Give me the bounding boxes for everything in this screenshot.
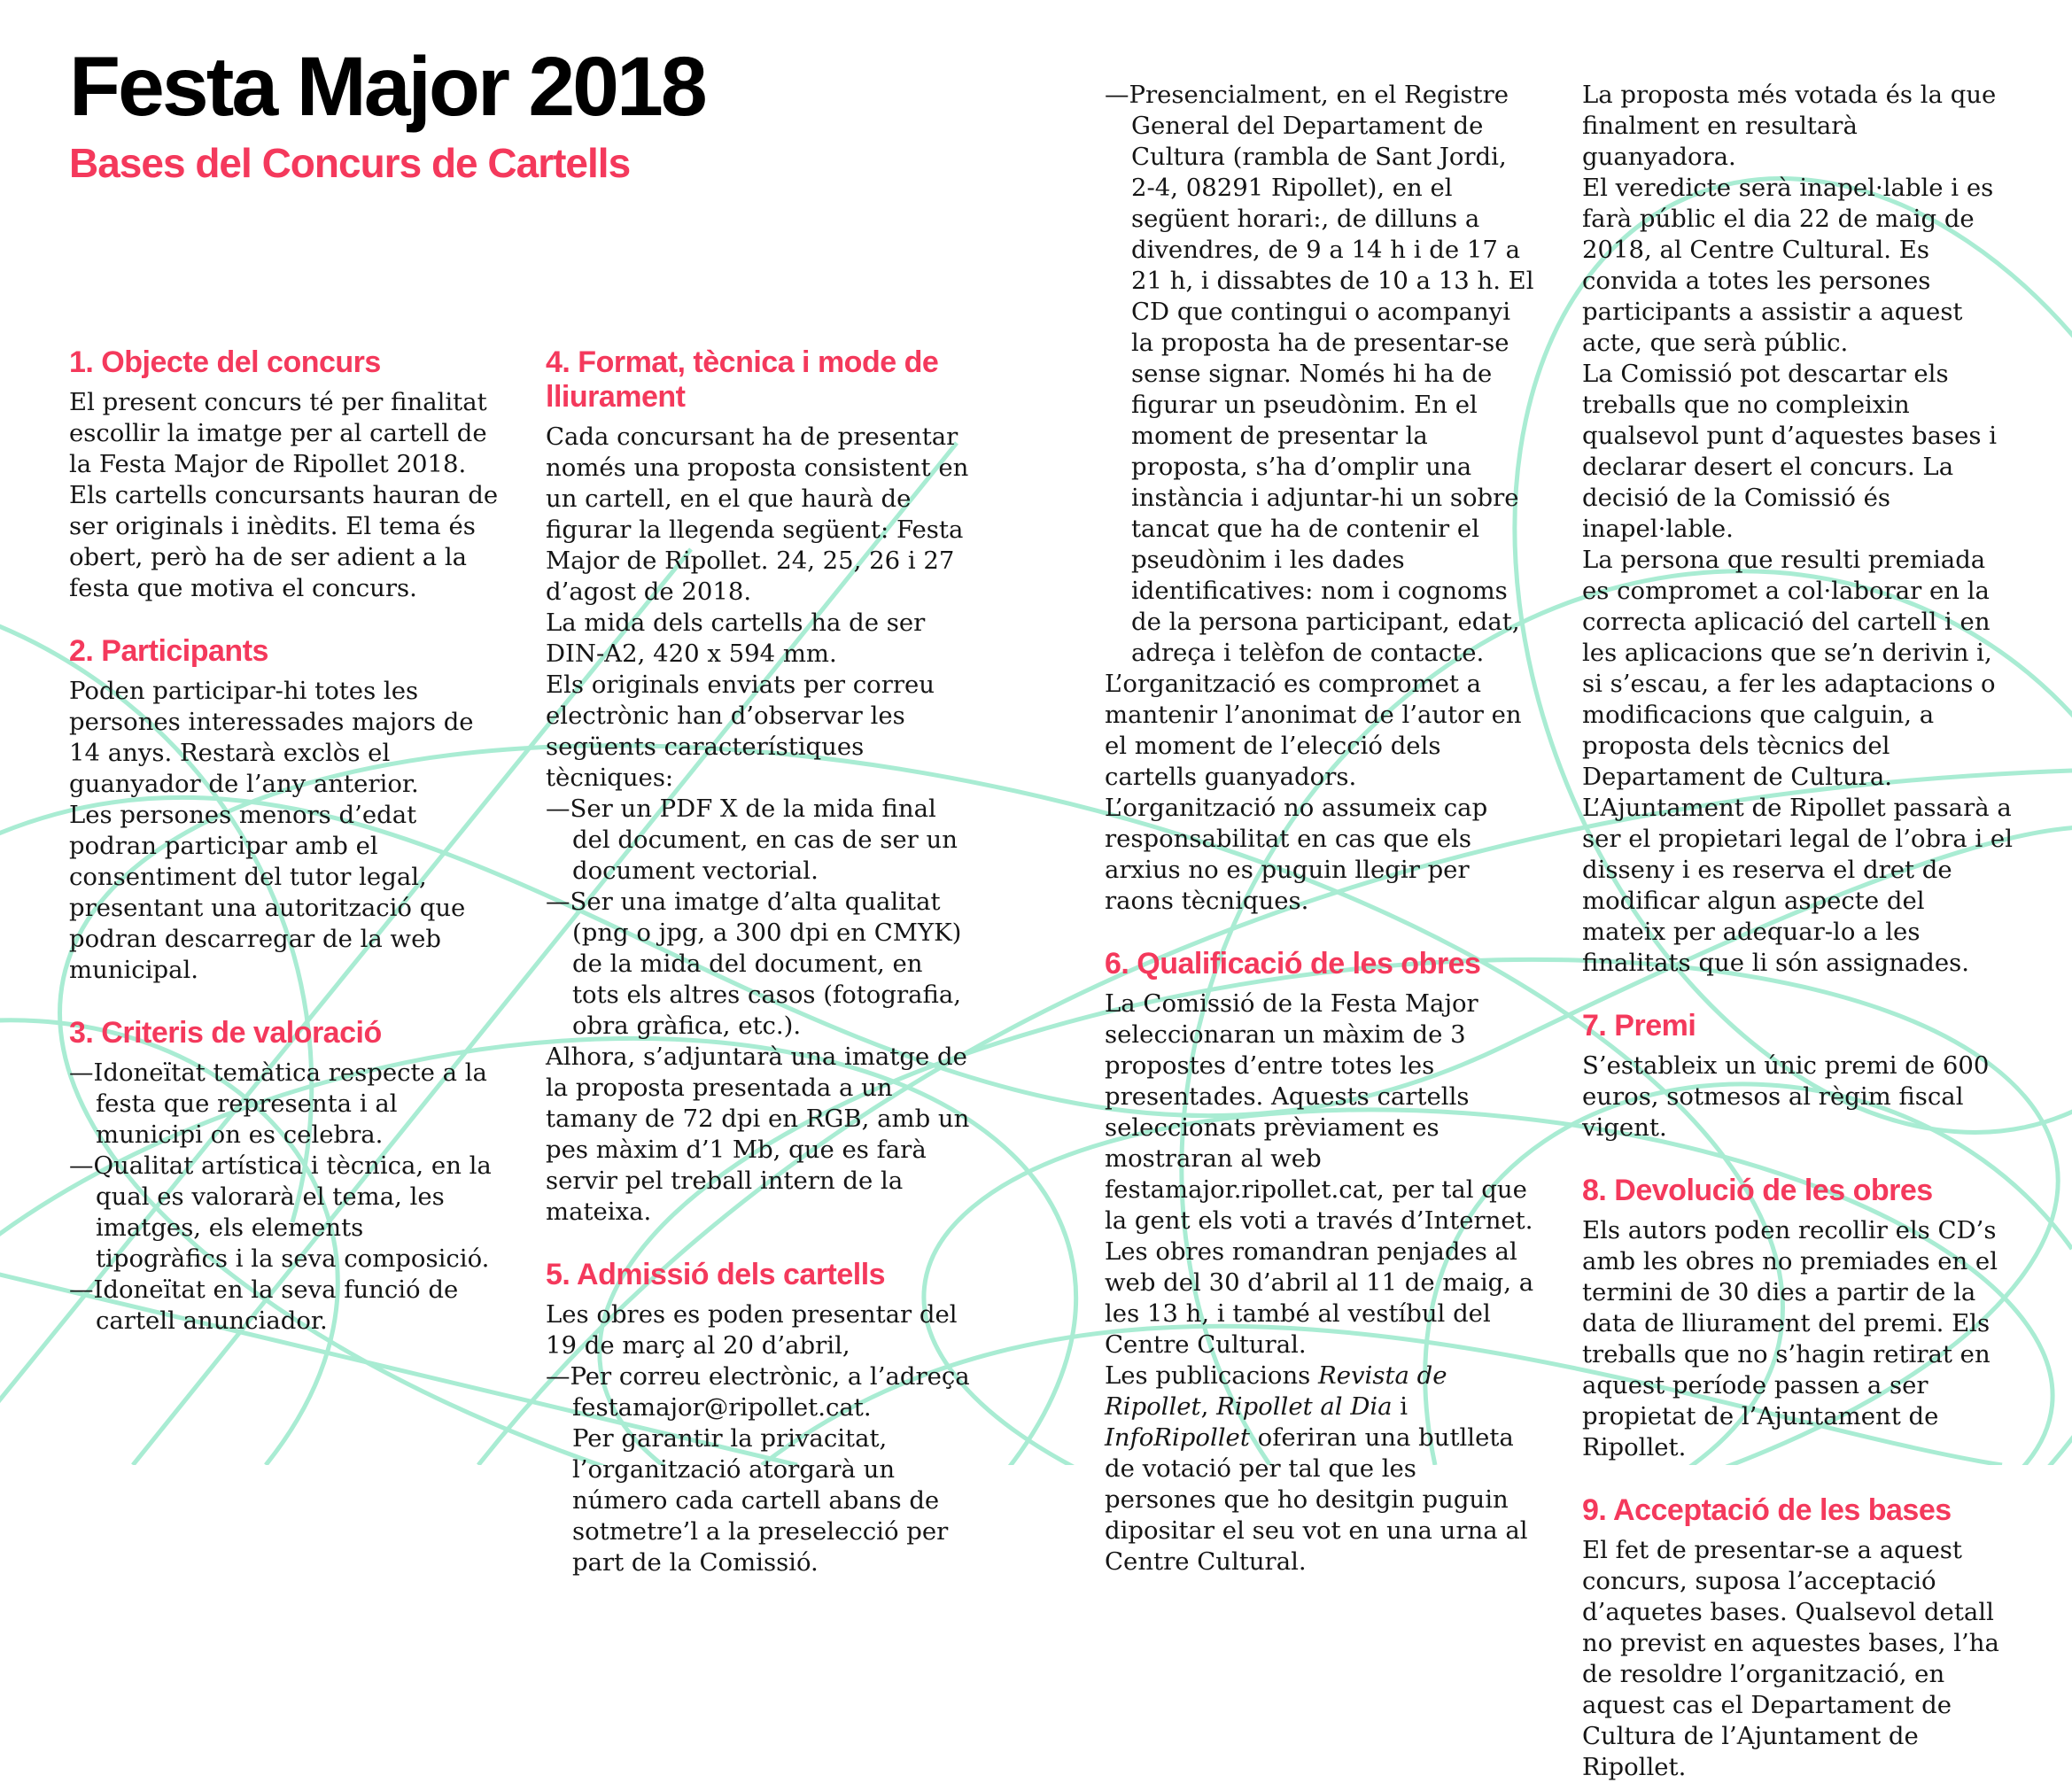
list-item: —Ser una imatge d’alta qualitat (png o jpg, a 300 dpi en CMYK) de la mida del document, en tots els altres casos (fotografia, obra gràfica, etc.). — [546, 888, 962, 1040]
column-2 — [546, 345, 976, 1578]
page-title: Festa Major 2018 — [69, 40, 705, 134]
paragraph: Els autors poden recollir els CD’s amb les obres no premiades en el termini de 30 dies a partir de la data de lliurament del premi. Els treballs que no s’hagin retirat en aquest període passen a ser propietat de l’Ajuntament de Ripollet. — [1582, 1216, 1998, 1461]
section-heading: 9. Acceptació de les bases — [1582, 1493, 1952, 1527]
list-item: —Idoneïtat temàtica respecte a la festa que representa i al municipi on es celebra. — [69, 1058, 487, 1149]
page-subtitle: Bases del Concurs de Cartells — [69, 140, 631, 186]
list-item: —Qualitat artística i tècnica, en la qual es valorarà el tema, les imatges, els elements tipogràfics i la seva composició. — [69, 1151, 492, 1273]
section-heading: 8. Devolució de les obres — [1582, 1174, 1933, 1207]
list-item: —Idoneïtat en la seva funció de cartell anunciador. — [69, 1275, 459, 1335]
paragraph: S’estableix un únic premi de 600 euros, sotmesos al règim fiscal vigent. — [1582, 1051, 1990, 1142]
paragraph: La Comissió pot descartar els treballs que no compleixin qualsevol punt d’aquestes bases i declarar desert el concurs. La decisió de la Comissió és inapel·lable. — [1582, 360, 1997, 543]
paragraph: Els cartells concursants hauran de ser originals i inèdits. El tema és obert, però ha de ser adient a la festa que motiva el concurs. — [69, 481, 499, 602]
text-segment: oferiran una butlleta de votació per tal que les persones que ho desitgin puguin dipositar el seu vot en una urna al Centre Cultural. — [1105, 1423, 1528, 1576]
list-item: —Ser un PDF X de la mida final del document, en cas de ser un document vectorial. — [546, 795, 958, 885]
paragraph: El fet de presentar-se a aquest concurs, suposa l’acceptació d’aquetes bases. Qualsevol detall no previst en aquestes bases, l’ha de resoldre l’organització, en aquest cas el Departament de Cultura de l’Ajuntament de Ripollet. — [1582, 1536, 1999, 1781]
publication-name: Ripollet al Dia — [1216, 1392, 1393, 1421]
text-segment: Les publicacions — [1105, 1361, 1319, 1390]
text-segment: i — [1392, 1392, 1408, 1421]
masthead — [69, 40, 705, 186]
paragraph: Les obres es poden presentar del 19 de març al 20 d’abril, — [546, 1300, 958, 1360]
paragraph — [1105, 1361, 1535, 1578]
paragraph: La proposta més votada és la que finalment en resultarà guanyadora. — [1582, 81, 1997, 171]
paragraph: Poden participar-hi totes les persones interessades majors de 14 anys. Restarà exclòs el guanyador de l’any anterior. — [69, 677, 474, 798]
paragraph: Les persones menors d’edat podran participar amb el consentiment del tutor legal, presentant una autorització que podran descarregar de la web municipal. — [69, 801, 466, 984]
column-3 — [1105, 80, 1535, 1578]
paragraph: Alhora, s’adjuntarà una imatge de la proposta presentada a un tamany de 72 dpi en RGB, amb un pes màxim d’1 Mb, que es farà servir pel treball intern de la mateixa. — [546, 1043, 970, 1226]
paragraph: La mida dels cartells ha de ser DIN-A2, 420 x 594 mm. — [546, 609, 926, 668]
column-1 — [69, 345, 500, 1337]
section-heading: 4. Format, tècnica i mode de lliurament — [546, 345, 939, 414]
list-item: —Per correu electrònic, a l’adreça festamajor@ripollet.cat. — [546, 1362, 970, 1422]
paragraph: L’organització es compromet a mantenir l’anonimat de l’autor en el moment de l’elecció dels cartells guanyadors. — [1105, 670, 1522, 791]
section-heading: 3. Criteris de valoració — [69, 1016, 382, 1050]
column-4 — [1582, 80, 2013, 1783]
list-item-continuation: Per garantir la privacitat, l’organització atorgarà un número cada cartell abans de sotmetre’l a la preselecció per part de la Comissió. — [572, 1424, 949, 1577]
section-heading: 7. Premi — [1582, 1009, 1696, 1043]
publication-name: InfoRipollet — [1105, 1423, 1250, 1452]
paragraph: La persona que resulti premiada es compromet a col·laborar en la correcta aplicació del cartell i en les aplicacions que se’n derivin i, si s’escau, a fer les adaptacions o modificacions que calguin, a proposta dels tècnics del Departament de Cultura. — [1582, 546, 1996, 791]
section-heading: 6. Qualificació de les obres — [1105, 947, 1481, 981]
paragraph: L’Ajuntament de Ripollet passarà a ser el propietari legal de l’obra i el disseny i es reserva el dret de modificar algun aspecte del mateix per adequar-lo a les finalitats que li són assignades. — [1582, 794, 2014, 977]
paragraph: Els originals enviats per correu electrònic han d’observar les següents característiques tècniques: — [546, 671, 935, 792]
paragraph: L’organització no assumeix cap responsabilitat en cas que els arxius no es puguin llegir per raons tècniques. — [1105, 794, 1488, 915]
paragraph: Cada concursant ha de presentar només una proposta consistent en un cartell, en el que haurà de figurar la llegenda següent: Festa Major de Ripollet. 24, 25, 26 i 27 d’agost de 2018. — [546, 422, 969, 606]
section-heading: 1. Objecte del concurs — [69, 345, 381, 379]
section-heading: 2. Participants — [69, 634, 268, 668]
paragraph: La Comissió de la Festa Major seleccionaran un màxim de 3 propostes d’entre totes les presentades. Aquests cartells seleccionats prèviament es mostraran al web festamajor.ripollet.cat, per tal que la gent els voti a través d’Internet. — [1105, 989, 1533, 1235]
text-segment: , — [1200, 1392, 1217, 1421]
paragraph: El veredicte serà inapel·lable i es farà públic el dia 22 de maig de 2018, al Centre Cultural. Es convida a totes les persones participants a assistir a aquest acte, que serà públic. — [1582, 174, 1994, 357]
publication-name: Revista de Ripollet — [1105, 1361, 1447, 1421]
paragraph: El present concurs té per finalitat escollir la imatge per al cartell de la Festa Major de Ripollet 2018. — [69, 388, 487, 478]
list-item: —Presencialment, en el Registre General del Departament de Cultura (rambla de Sant Jordi, 2-4, 08291 Ripollet), en el següent horari:, de dilluns a divendres, de 9 a 14 h i de 17 a 21 h, i dissabtes de 10 a 13 h. El CD que contingui o acompanyi la proposta ha de presentar-se sense signar. Només hi ha de figurar un pseudònim. En el moment de presentar la proposta, s’ha d’omplir una instància i adjuntar-hi un sobre tancat que ha de contenir el pseudònim i les dades identificatives: nom i cognoms de la persona participant, edat, adreça i telèfon de contacte. — [1105, 81, 1534, 667]
section-heading: 5. Admissió dels cartells — [546, 1258, 886, 1291]
paragraph: Les obres romandran penjades al web del 30 d’abril al 11 de maig, a les 13 h, i també al vestíbul del Centre Cultural. — [1105, 1237, 1534, 1359]
